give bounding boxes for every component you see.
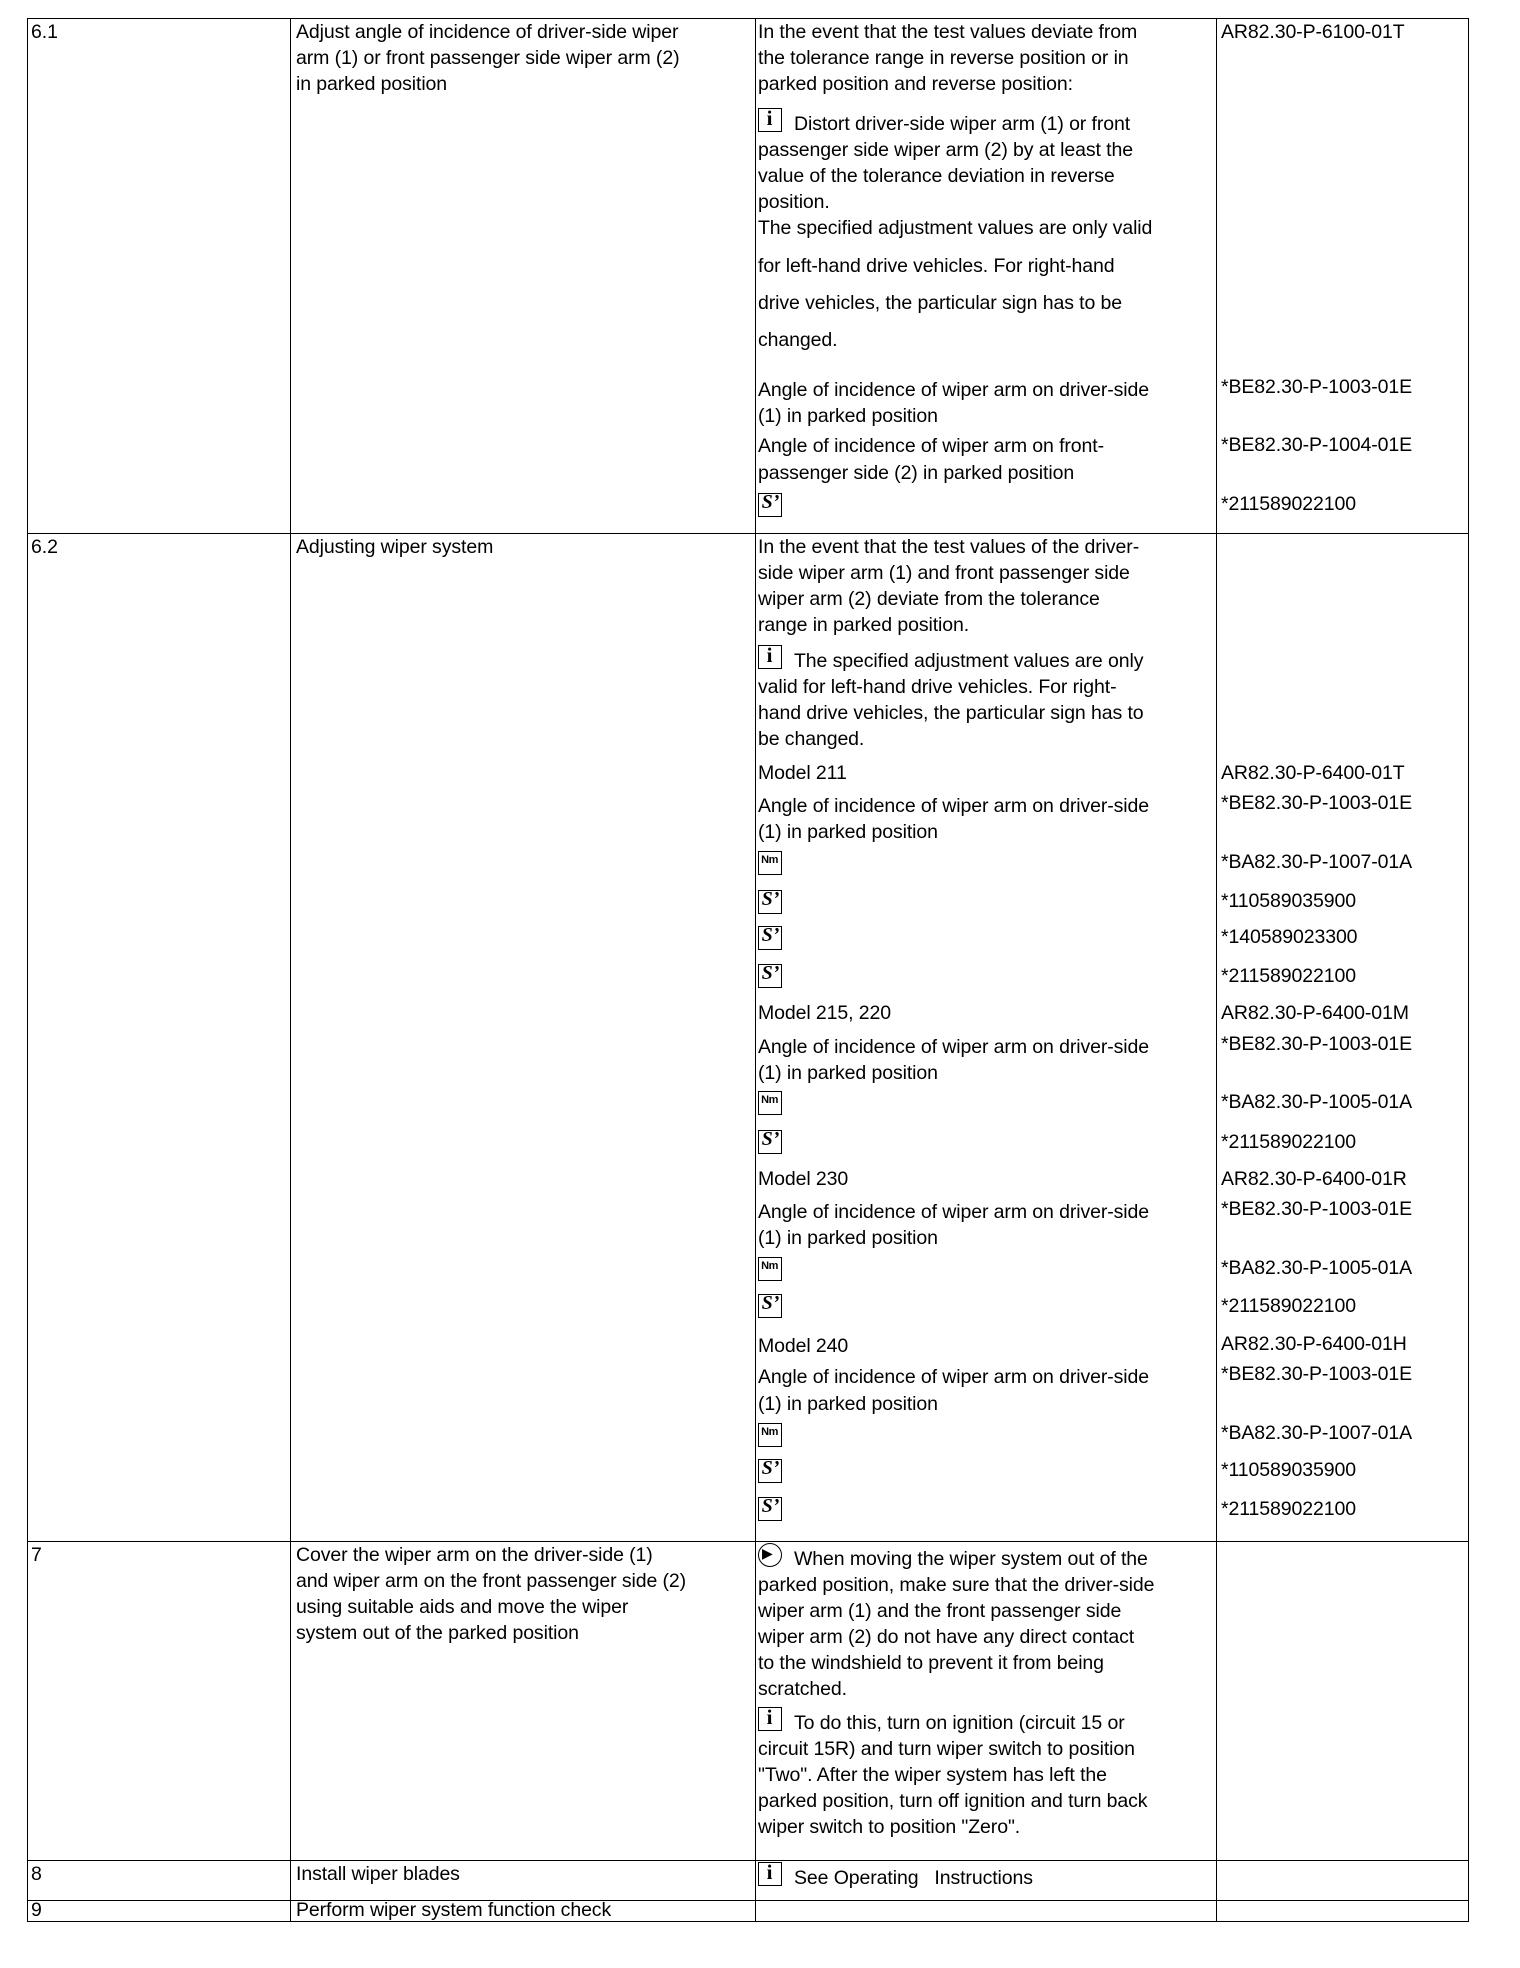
angle-driver-line: Angle of incidence of wiper arm on driver-side — [758, 379, 1150, 401]
special-tool-icon — [758, 964, 782, 988]
angle-driver-line: (1) in parked position — [758, 1227, 938, 1249]
angle-driver-line: Angle of incidence of wiper arm on driver-side — [758, 795, 1150, 817]
operation-line: system out of the parked position — [296, 1622, 579, 1644]
torque-icon — [758, 1257, 782, 1281]
special-tool-icon — [758, 1130, 782, 1154]
document-reference: AR82.30-P-6400-01T — [1221, 762, 1405, 784]
note-line: The specified adjustment values are only — [794, 650, 1144, 672]
note-line: be changed. — [758, 728, 865, 750]
step-number: 6.2 — [31, 536, 58, 558]
document-reference: *BE82.30-P-1003-01E — [1221, 376, 1413, 398]
angle-driver-line: (1) in parked position — [758, 1062, 938, 1084]
row-divider — [27, 1900, 1469, 1901]
angle-driver-line: Angle of incidence of wiper arm on driver-side — [758, 1201, 1150, 1223]
angle-driver-line: (1) in parked position — [758, 405, 938, 427]
document-reference: *BE82.30-P-1003-01E — [1221, 1198, 1413, 1220]
condition-line: wiper arm (2) deviate from the tolerance — [758, 588, 1100, 610]
note-line: The specified adjustment values are only valid — [758, 217, 1153, 239]
note-line: passenger side wiper arm (2) by at least the — [758, 139, 1133, 161]
caution-line: scratched. — [758, 1678, 847, 1700]
caution-line: wiper arm (2) do not have any direct contact — [758, 1626, 1135, 1648]
column-divider — [1216, 18, 1217, 1922]
tool-reference: *211589022100 — [1221, 1131, 1356, 1153]
note-line: To do this, turn on ignition (circuit 15 or — [794, 1712, 1125, 1734]
special-tool-icon — [758, 1459, 782, 1483]
row-divider — [27, 1541, 1469, 1542]
angle-driver-line: Angle of incidence of wiper arm on driver-side — [758, 1366, 1150, 1388]
row-divider — [27, 533, 1469, 534]
caution-line: parked position, make sure that the driver-side — [758, 1574, 1155, 1596]
condition-line: parked position and reverse position: — [758, 73, 1073, 95]
torque-reference: *BA82.30-P-1007-01A — [1221, 851, 1413, 873]
condition-line: the tolerance range in reverse position or in — [758, 47, 1129, 69]
special-tool-icon — [758, 493, 782, 517]
operation-line: Perform wiper system function check — [296, 1899, 612, 1921]
step-number: 6.1 — [31, 21, 58, 43]
tool-reference: *211589022100 — [1221, 1295, 1356, 1317]
operation-line: Adjusting wiper system — [296, 536, 494, 558]
tool-reference: *110589035900 — [1221, 1459, 1356, 1481]
caution-line: wiper arm (1) and the front passenger side — [758, 1600, 1122, 1622]
angle-driver-line: (1) in parked position — [758, 821, 938, 843]
condition-line: In the event that the test values deviate from — [758, 21, 1138, 43]
model-label: Model 230 — [758, 1168, 849, 1190]
document-reference: *BE82.30-P-1003-01E — [1221, 1033, 1413, 1055]
operation-line: arm (1) or front passenger side wiper arm (2) — [296, 47, 680, 69]
step-number: 9 — [31, 1899, 42, 1921]
angle-passenger-line: Angle of incidence of wiper arm on front- — [758, 435, 1104, 457]
info-icon — [758, 1707, 782, 1731]
note-line: position. — [758, 191, 830, 213]
note-line: value of the tolerance deviation in reverse — [758, 165, 1115, 187]
operation-line: in parked position — [296, 73, 448, 95]
note-line: "Two". After the wiper system has left the — [758, 1764, 1107, 1786]
row-divider — [27, 1860, 1469, 1861]
info-icon — [758, 645, 782, 669]
special-tool-icon — [758, 890, 782, 914]
torque-reference: *BA82.30-P-1005-01A — [1221, 1257, 1413, 1279]
column-divider — [755, 18, 756, 1922]
model-label: Model 211 — [758, 762, 847, 784]
operation-line: Install wiper blades — [296, 1863, 460, 1885]
note-line: See Operating Instructions — [794, 1867, 1033, 1889]
note-line: drive vehicles, the particular sign has to be — [758, 292, 1123, 314]
condition-line: range in parked position. — [758, 614, 970, 636]
document-reference: *BE82.30-P-1003-01E — [1221, 792, 1413, 814]
tool-reference: *211589022100 — [1221, 493, 1356, 515]
model-label: Model 240 — [758, 1335, 849, 1357]
tool-reference: *140589023300 — [1221, 926, 1358, 948]
tool-reference: *110589035900 — [1221, 890, 1356, 912]
document-reference: *BE82.30-P-1004-01E — [1221, 434, 1413, 456]
special-tool-icon — [758, 926, 782, 950]
torque-icon — [758, 1091, 782, 1115]
condition-line: In the event that the test values of the driver- — [758, 536, 1140, 558]
angle-passenger-line: passenger side (2) in parked position — [758, 462, 1075, 484]
document-reference: AR82.30-P-6400-01H — [1221, 1333, 1407, 1355]
note-line: changed. — [758, 329, 838, 351]
info-icon — [758, 1862, 782, 1886]
note-line: for left-hand drive vehicles. For right-hand — [758, 255, 1115, 277]
document-reference: AR82.30-P-6100-01T — [1221, 21, 1405, 43]
angle-driver-line: Angle of incidence of wiper arm on driver-side — [758, 1036, 1150, 1058]
tool-reference: *211589022100 — [1221, 1498, 1356, 1520]
torque-icon — [758, 1423, 782, 1447]
caution-icon — [758, 1543, 782, 1567]
model-label: Model 215, 220 — [758, 1002, 892, 1024]
condition-line: side wiper arm (1) and front passenger side — [758, 562, 1130, 584]
document-reference: AR82.30-P-6400-01R — [1221, 1168, 1407, 1190]
note-line: valid for left-hand drive vehicles. For right- — [758, 676, 1117, 698]
step-number: 8 — [31, 1863, 42, 1885]
operation-line: Adjust angle of incidence of driver-side wiper — [296, 21, 679, 43]
note-line: circuit 15R) and turn wiper switch to position — [758, 1738, 1135, 1760]
note-line: parked position, turn off ignition and turn back — [758, 1790, 1148, 1812]
torque-icon — [758, 851, 782, 875]
document-reference: AR82.30-P-6400-01M — [1221, 1002, 1409, 1024]
torque-reference: *BA82.30-P-1007-01A — [1221, 1422, 1413, 1444]
operation-line: Cover the wiper arm on the driver-side (1) — [296, 1544, 653, 1566]
step-number: 7 — [31, 1544, 42, 1566]
info-icon — [758, 108, 782, 132]
operation-line: using suitable aids and move the wiper — [296, 1596, 629, 1618]
torque-reference: *BA82.30-P-1005-01A — [1221, 1091, 1413, 1113]
note-line: Distort driver-side wiper arm (1) or front — [794, 113, 1131, 135]
caution-line: to the windshield to prevent it from being — [758, 1652, 1104, 1674]
special-tool-icon — [758, 1497, 782, 1521]
operation-line: and wiper arm on the front passenger side (2) — [296, 1570, 687, 1592]
column-divider — [290, 18, 291, 1922]
note-line: hand drive vehicles, the particular sign has to — [758, 702, 1144, 724]
document-reference: *BE82.30-P-1003-01E — [1221, 1363, 1413, 1385]
tool-reference: *211589022100 — [1221, 965, 1356, 987]
caution-line: When moving the wiper system out of the — [794, 1548, 1148, 1570]
angle-driver-line: (1) in parked position — [758, 1393, 938, 1415]
note-line: wiper switch to position "Zero". — [758, 1816, 1021, 1838]
special-tool-icon — [758, 1294, 782, 1318]
